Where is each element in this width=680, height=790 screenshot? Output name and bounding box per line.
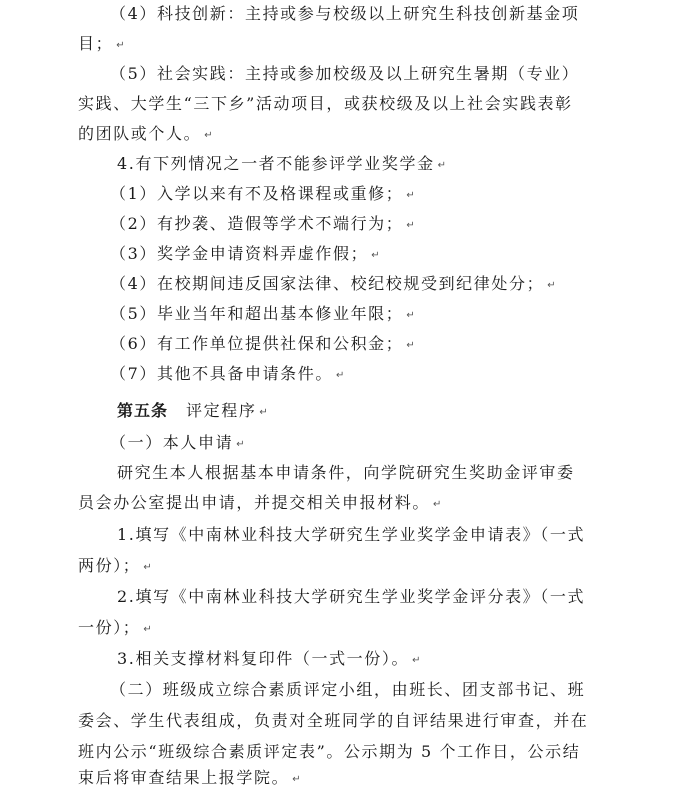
line-text: （二）班级成立综合素质评定小组，由班长、团支部书记、班 — [110, 680, 586, 699]
text-line — [110, 433, 245, 455]
text-line — [117, 463, 575, 483]
line-text: 的团队或个人。 — [78, 124, 202, 143]
line-text: 4.有下列情况之一者不能参评学业奖学金 — [117, 154, 435, 173]
paragraph-mark-icon: ↵ — [433, 499, 442, 510]
line-text: （5）毕业当年和超出基本修业年限； — [110, 304, 404, 323]
line-text: （一）本人申请 — [110, 433, 234, 452]
paragraph-mark-icon: ↵ — [259, 407, 268, 418]
paragraph-mark-icon: ↵ — [406, 310, 415, 321]
text-line — [110, 334, 415, 356]
paragraph-mark-icon: ↵ — [204, 130, 213, 141]
text-line — [110, 184, 415, 206]
text-line — [117, 587, 585, 607]
line-text: 班内公示“班级综合素质评定表”。公示期为 5 个工作日，公示结 — [78, 742, 581, 761]
text-line — [110, 244, 380, 266]
text-line — [78, 34, 125, 56]
paragraph-mark-icon: ↵ — [335, 370, 345, 381]
text-line — [117, 649, 420, 671]
line-text: 实践、大学生“三下乡”活动项目，或获校级及以上社会实践表彰 — [78, 94, 573, 113]
paragraph-mark-icon: ↵ — [236, 439, 245, 450]
text-line — [110, 274, 556, 296]
text-line — [110, 304, 415, 326]
text-line — [110, 364, 344, 386]
line-text: （4）在校期间违反国家法律、校纪校规受到纪律处分； — [110, 274, 545, 293]
line-text: 2.填写《中南林业科技大学研究生学业奖学金评分表》（一式 — [117, 587, 586, 606]
line-text: （1）入学以来有不及格课程或重修； — [110, 184, 404, 203]
line-text: 目； — [78, 34, 114, 53]
line-text: 3.相关支撑材料复印件（一式一份）。 — [117, 649, 410, 668]
line-text: （7）其他不具备申请条件。 — [110, 364, 333, 383]
line-text: （5）社会实践：主持或参加校级及以上研究生暑期（专业） — [110, 64, 580, 83]
text-line — [78, 556, 152, 578]
text-line — [110, 64, 579, 84]
paragraph-mark-icon: ↵ — [143, 624, 152, 635]
text-line — [78, 711, 588, 731]
article-number: 第五条 — [117, 401, 169, 420]
text-line — [78, 493, 441, 515]
paragraph-mark-icon: ↵ — [406, 220, 415, 231]
line-text: 委会、学生代表组成，负责对全班同学的自评结果进行审查，并在 — [78, 711, 589, 730]
text-line — [117, 154, 446, 176]
paragraph-mark-icon: ↵ — [406, 190, 415, 201]
paragraph-mark-icon: ↵ — [116, 40, 125, 51]
text-line — [78, 742, 580, 762]
text-line — [110, 4, 579, 24]
article-title: 评定程序 — [186, 401, 257, 420]
text-line — [117, 525, 585, 545]
text-line — [78, 124, 213, 146]
paragraph-mark-icon: ↵ — [406, 340, 415, 351]
line-text: 一份）； — [78, 618, 141, 637]
paragraph-mark-icon: ↵ — [371, 250, 380, 261]
line-text: （4）科技创新：主持或参与校级以上研究生科技创新基金项 — [110, 4, 580, 23]
text-line — [78, 618, 152, 640]
text-line — [78, 768, 301, 790]
line-text: 束后将审查结果上报学院。 — [78, 768, 290, 787]
paragraph-mark-icon: ↵ — [412, 655, 421, 666]
line-text: （2）有抄袭、造假等学术不端行为； — [110, 214, 404, 233]
line-text: 两份）； — [78, 556, 141, 575]
paragraph-mark-icon: ↵ — [547, 280, 556, 291]
line-text: 1.填写《中南林业科技大学研究生学业奖学金申请表》（一式 — [117, 525, 586, 544]
text-line — [110, 680, 585, 700]
line-text: 研究生本人根据基本申请条件，向学院研究生奖助金评审委 — [117, 463, 575, 482]
line-text: （6）有工作单位提供社保和公积金； — [110, 334, 404, 353]
article-heading — [117, 401, 268, 423]
line-text: （3）奖学金申请资料弄虚作假； — [110, 244, 369, 263]
text-line — [110, 214, 415, 236]
paragraph-mark-icon: ↵ — [437, 160, 447, 171]
paragraph-mark-icon: ↵ — [292, 774, 301, 785]
line-text: 员会办公室提出申请，并提交相关申报材料。 — [78, 493, 431, 512]
paragraph-mark-icon: ↵ — [143, 562, 152, 573]
text-line — [78, 94, 573, 114]
